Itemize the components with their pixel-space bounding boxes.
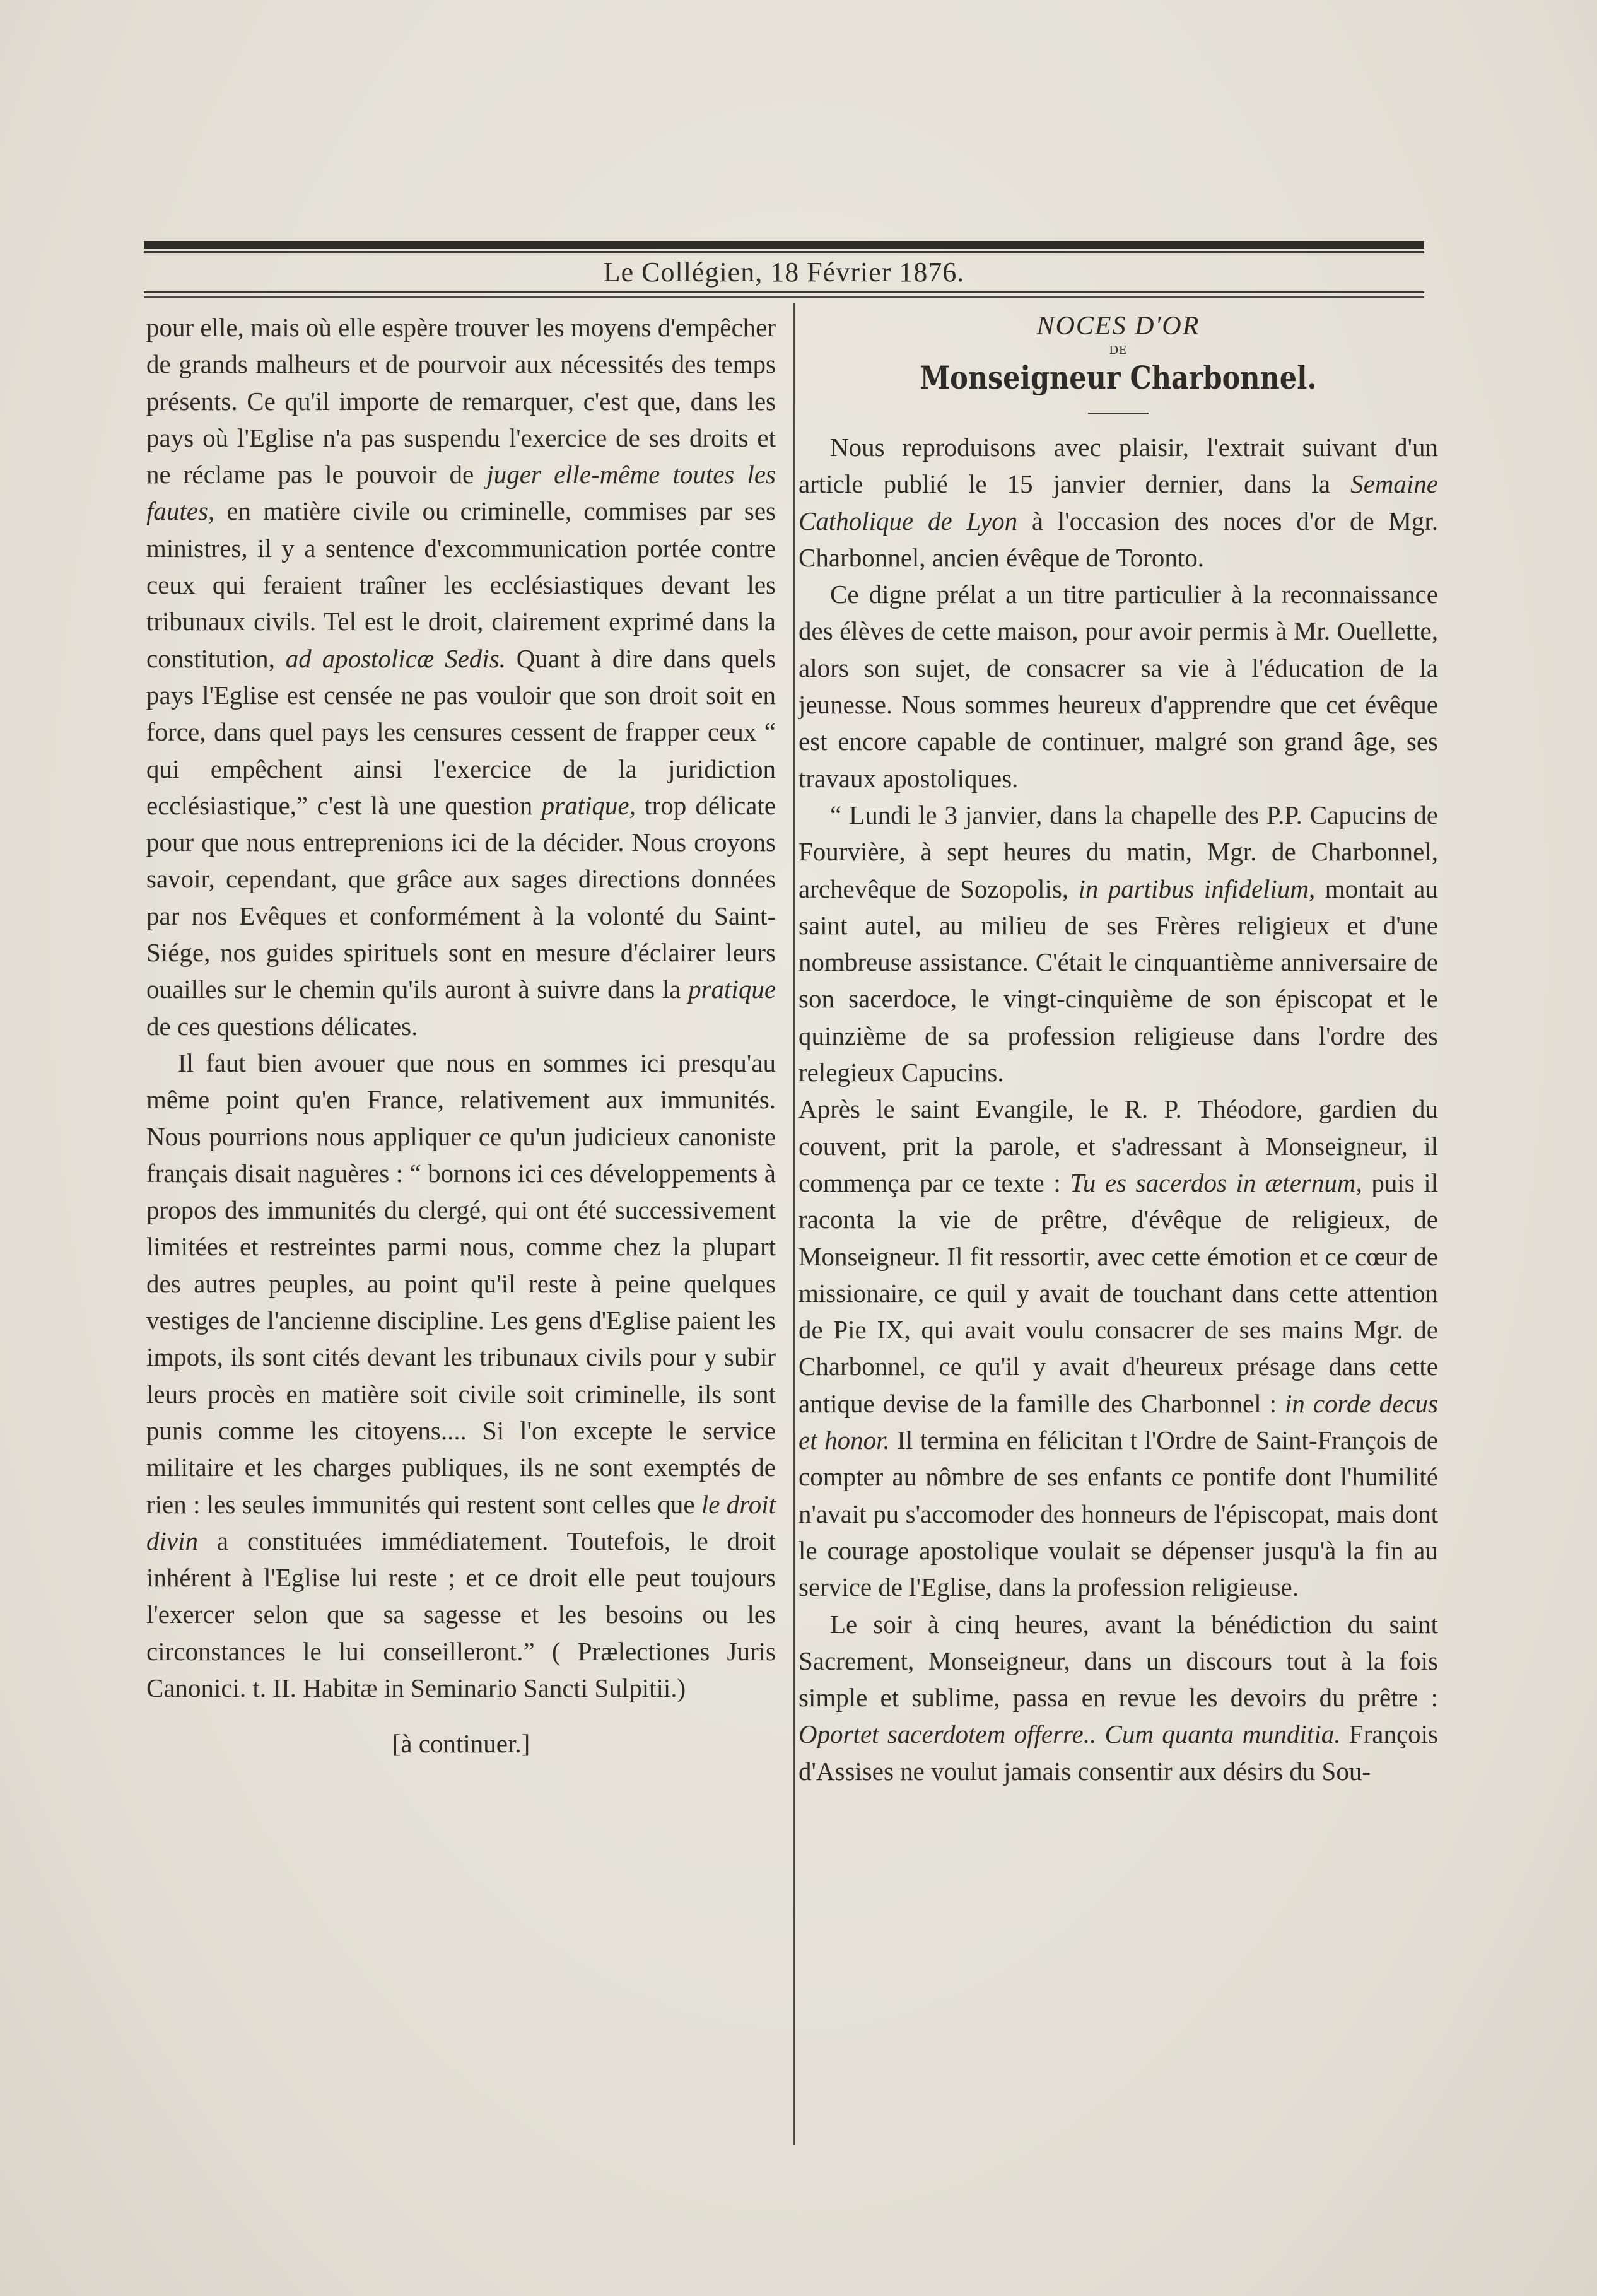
- right-p3-text-b: montait au saint autel, au milieu de ses Frères religieux et d'une nombreuse assistance. C'était le cinquantième anniversaire de son sacerdoce, le vingt-cinquième de son épiscopat et le quinzième de sa profession religieuse dans l'ordre des relegieux Capucins.: [798, 874, 1439, 1087]
- article-kicker: NOCES D'OR: [1036, 312, 1200, 341]
- left-p2-text-a: Il faut bien avouer que nous en sommes ici presqu'au même point qu'en France, relativement aux immunités. Nous pourrions nous appliquer ce qu'un judicieux canoniste français disait naguères : “ bornons ici ces développements à propos des immunités du clergé, qui ont été successivement limitées et restreintes parmi nous, comme chez la plupart des autres peuples, au point qu'il reste à peine quelques vestiges de l'ancienne discipline. Les gens d'Eglise paient les impots, ils sont cités devant les tribunaux civils pour y subir leurs procès en matière soit civile soit criminelle, ils sont punis comme les citoyens.... Si l'on excepte le service militaire et les charges publiques, ils ne sont exemptés de rien : les seules immunités qui restent sont celles que: [146, 1048, 776, 1519]
- left-column: [146, 309, 776, 1762]
- left-p1-italic-b: ad apostolicæ Sedis.: [285, 643, 506, 673]
- left-p1-italic-a: juger elle-même toutes les fautes,: [146, 460, 776, 526]
- right-p5-text-b: François d'Assises ne voulut jamais consentir aux désirs du Sou-: [798, 1719, 1438, 1786]
- right-p4-italic-a: Tu es sacerdos in æternum,: [1070, 1168, 1362, 1197]
- right-p3-text-a: “ Lundi le 3 janvier, dans la chapelle des P.P. Capucins de Fourvière, à sept heures du matin, Mgr. de Charbonnel, archevêque de Sozopolis,: [798, 800, 1438, 903]
- right-paragraph-2: Ce digne prélat a un titre particulier à la reconnaissance des élèves de cette maison, pour avoir permis à Mr. Ouellette, alors son sujet, de consacrer sa vie à l'éducation de la jeunesse. Nous sommes heureux d'apprendre que cet évêque est encore capable de continuer, malgré son grand âge, ses travaux apostoliques.: [798, 580, 1438, 793]
- left-p1-text-e: de ces questions délicates.: [146, 1011, 418, 1041]
- right-paragraph-5: [798, 1606, 1438, 1789]
- header-bottom-thin-rule: [144, 296, 1424, 298]
- right-paragraph-3: [798, 797, 1438, 1091]
- header-bottom-rule: [144, 291, 1424, 293]
- left-p1-italic-d: pratique: [688, 975, 776, 1004]
- right-p4-text-a: Après le saint Evangile, le R. P. Théodore, gardien du couvent, prit la parole, et s'adressant à Monseigneur, il commença par ce texte :: [798, 1094, 1438, 1197]
- column-divider: [793, 303, 795, 2145]
- right-p1-text-a: Nous reproduisons avec plaisir, l'extrait suivant d'un article publié le 15 janvier dernier, dans la: [798, 433, 1438, 499]
- right-p4-text-b: puis il raconta la vie de prêtre, d'évêque de religieux, de Monseigneur. Il fit ressortir, avec cette émotion et ce cœur de missionaire, ce quil y avait de touchant dans cette attention de Pie IX, qui avait voulu consacrer de ses mains Mgr. de Charbonnel, ce qu'il y avait d'heureux présage dans cette antique devise de la famille des Charbonnel :: [798, 1168, 1439, 1418]
- headline-rule: [1088, 413, 1149, 414]
- right-column: [798, 309, 1438, 1789]
- right-p5-italic: Oportet sacerdotem offerre.. Cum quanta munditia.: [798, 1719, 1341, 1749]
- right-p3-italic: in partibus infidelium,: [1078, 874, 1316, 903]
- header-top-rule: [144, 241, 1424, 249]
- left-p1-italic-c: pratique,: [541, 790, 636, 820]
- right-paragraph-4: [798, 1091, 1438, 1605]
- right-p4-text-c: Il termina en félicitan t l'Ordre de Saint-François de compter au nômbre de ses enfants ce pontife dont l'humilité n'avait pu s'accomoder des honneurs de l'épiscopat, mais dont le courage apostolique voulait se dépenser jusqu'à la fin au service de l'Eglise, dans la profession religieuse.: [798, 1426, 1438, 1602]
- left-p1-text-a: pour elle, mais où elle espère trouver les moyens d'empêcher de grands malheurs et de pourvoir aux nécessités des temps présents. Ce qu'il importe de remarquer, c'est que, dans les pays où l'Eglise n'a pas suspendu l'exercice de ses droits et ne réclame pas le pouvoir de: [146, 313, 776, 489]
- running-header: Le Collégien, 18 Février 1876.: [603, 257, 965, 288]
- left-p1-text-d: trop délicate pour que nous entreprenions ici de la décider. Nous croyons savoir, cependant, que grâce aux sages directions données par nos Evêques et conformément à la volonté du Saint-Siége, nos guides spirituels sont en mesure d'éclairer leurs ouailles sur le chemin qu'ils auront à suivre dans la: [146, 790, 776, 1004]
- left-paragraph-2: [146, 1045, 776, 1706]
- left-p1-text-c: Quant à dire dans quels pays l'Eglise est censée ne pas vouloir que son droit soit en force, dans quel pays les censures cessent de frapper ceux “ qui empêchent ainsi l'exercice de la juridiction ecclésiastique,” c'est là une question: [146, 643, 776, 820]
- left-paragraph-1: [146, 309, 776, 1045]
- right-p5-text-a: Le soir à cinq heures, avant la bénédiction du saint Sacrement, Monseigneur, dans un discours tout à la fois simple et sublime, passa en revue les devoirs du prêtre :: [798, 1609, 1438, 1713]
- article-headline: Monseigneur Charbonnel.: [920, 359, 1317, 396]
- right-p1-text-b: à l'occasion des noces d'or de Mgr. Charbonnel, ancien évêque de Toronto.: [798, 506, 1439, 572]
- header-top-thin-rule: [144, 251, 1424, 253]
- right-p4-italic-b: in corde decus et honor.: [798, 1388, 1439, 1455]
- right-paragraph-1: [798, 429, 1438, 576]
- continued-note: [à continuer.]: [392, 1729, 530, 1759]
- left-p1-text-b: en matière civile ou criminelle, commises par ses ministres, il y a sentence d'excommunication portée contre ceux qui feraient traîner les ecclésiastiques devant les tribunaux civils. Tel est le droit, clairement exprimé dans la constitution,: [146, 496, 776, 673]
- right-p1-italic: Semaine Catholique de Lyon: [798, 469, 1439, 536]
- left-p2-italic: le droit divin: [146, 1489, 776, 1555]
- article-kicker-de: DE: [1109, 343, 1128, 357]
- left-p2-text-b: a constituées immédiatement. Toutefois, le droit inhérent à l'Eglise lui reste ; et ce droit elle peut toujours l'exercer selon que sa sagesse et les besoins ou les circonstances le lui conseilleront.” ( Prælectiones Juris Canonici. t. II. Habitæ in Seminario Sancti Sulpitii.): [146, 1526, 776, 1702]
